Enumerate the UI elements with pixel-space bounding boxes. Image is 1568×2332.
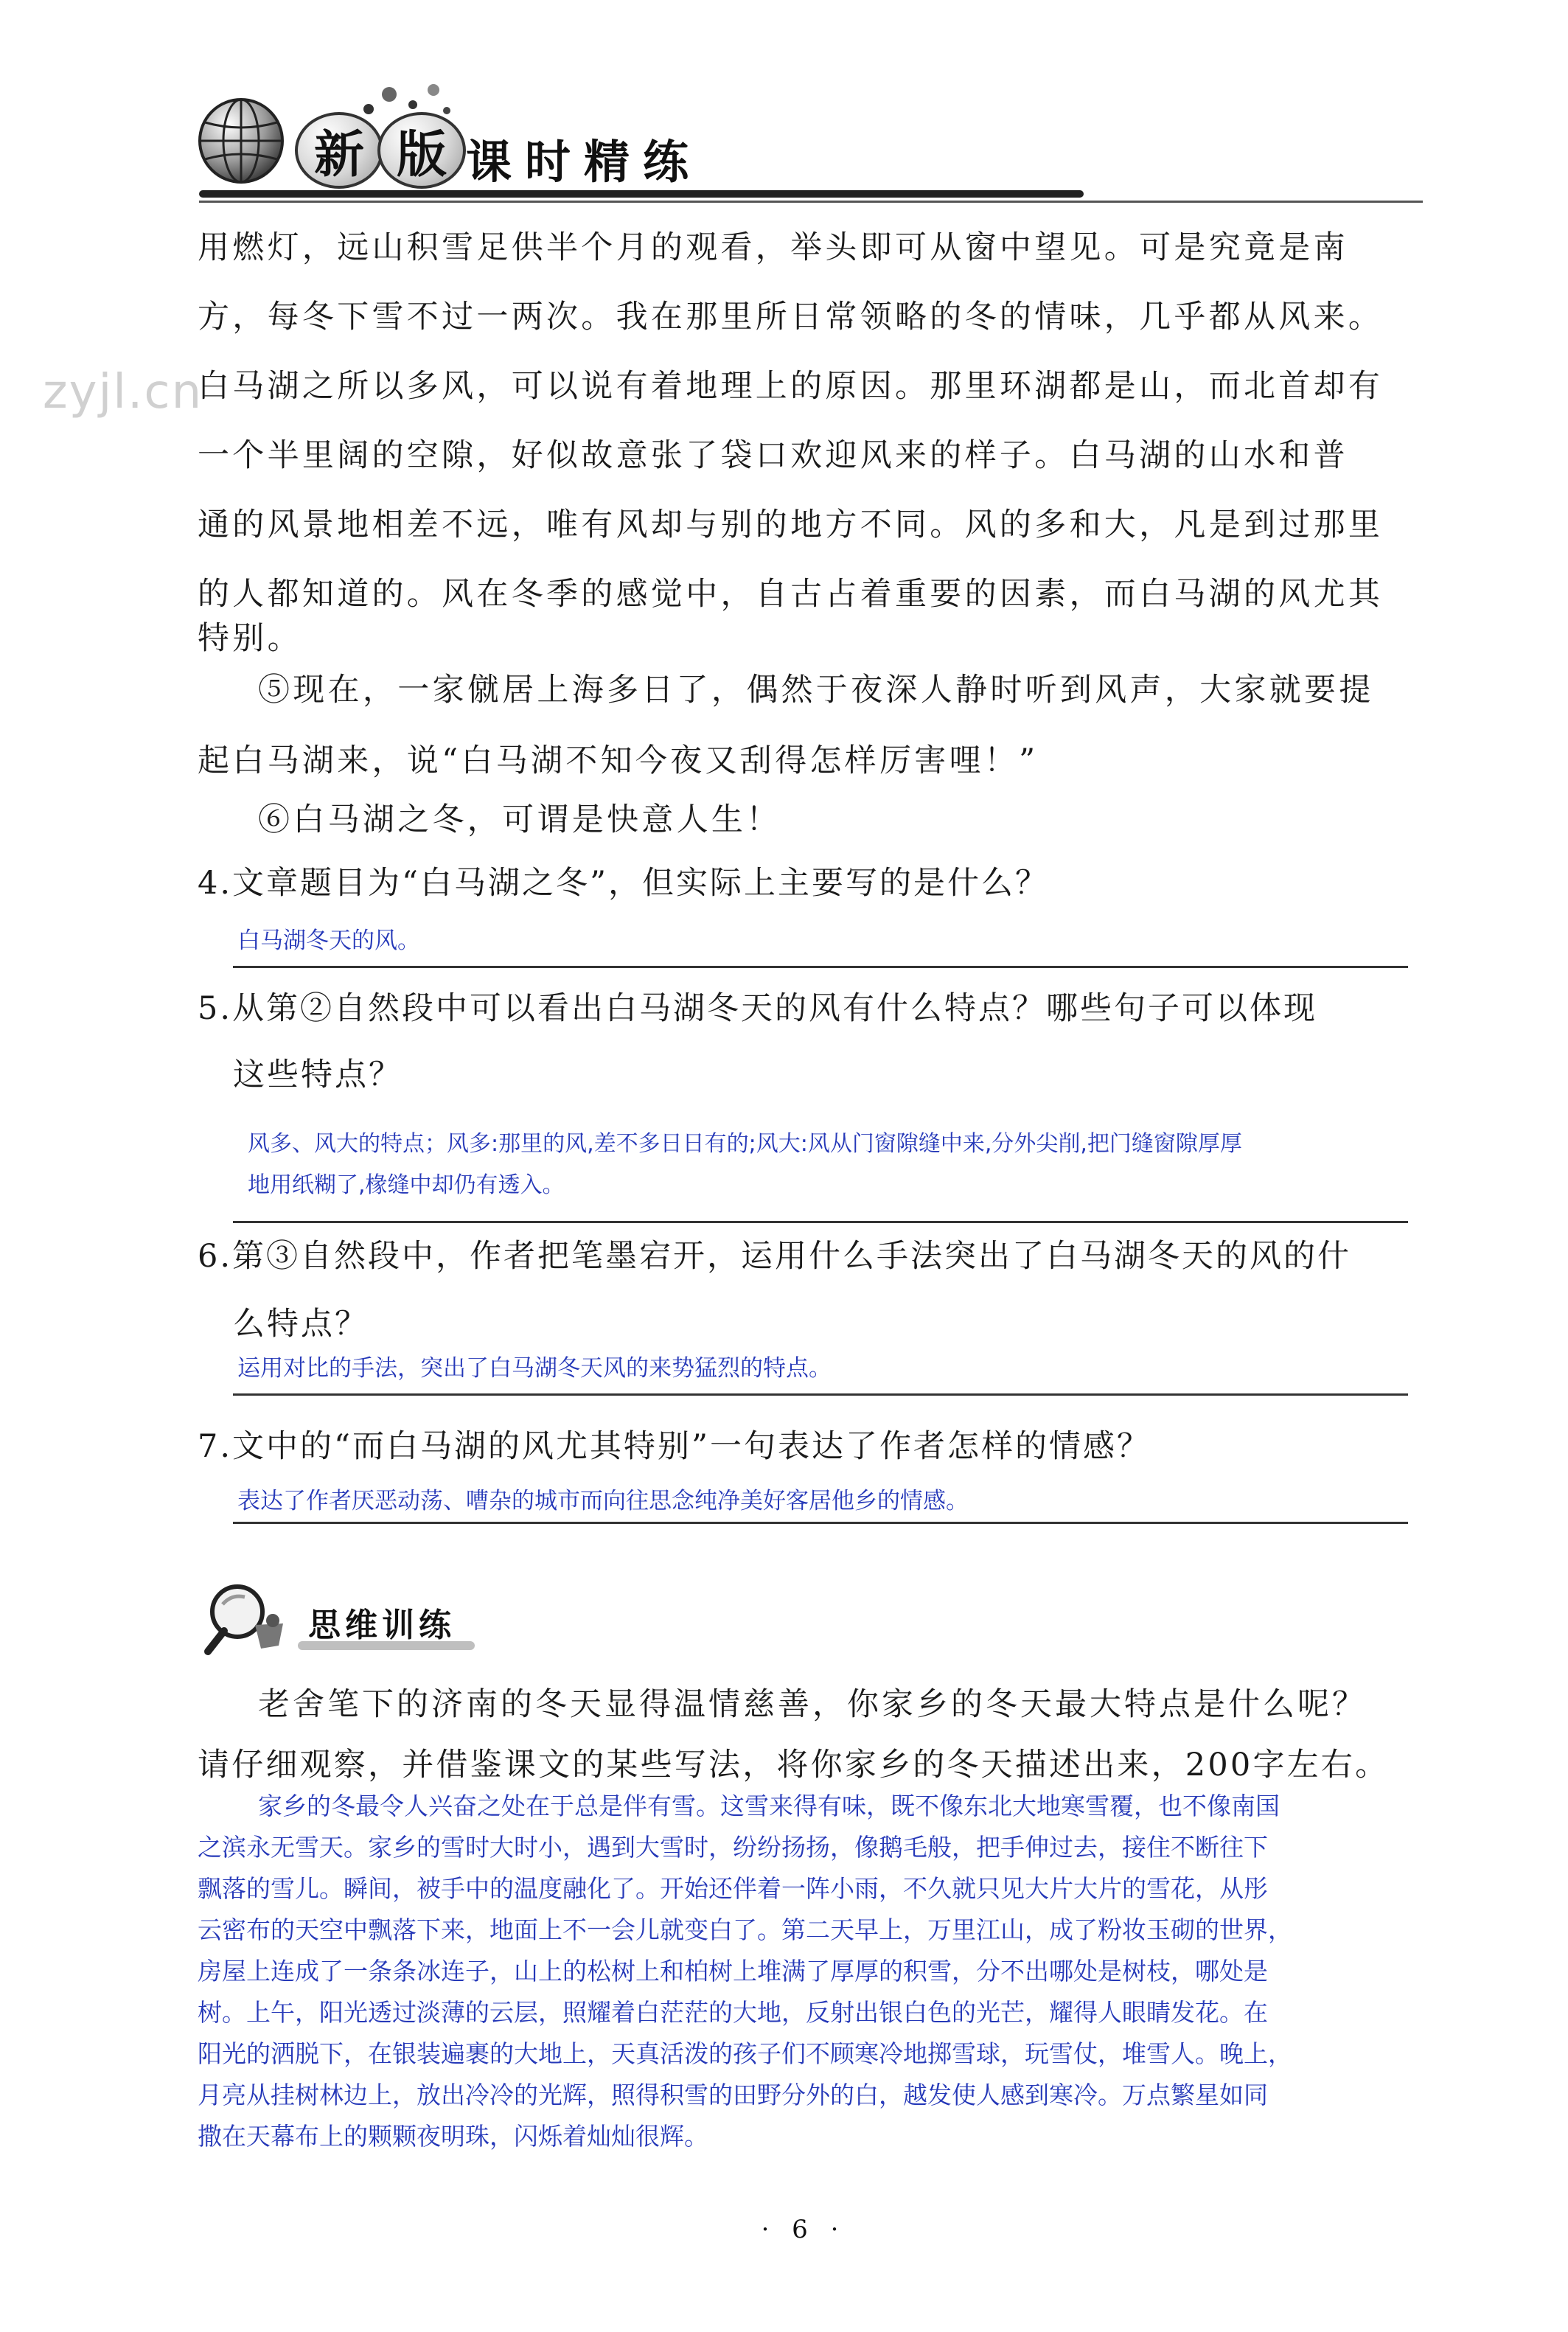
answer-text: 表达了作者厌恶动荡、嘈杂的城市而向往思念纯净美好客居他乡的情感。 [237,1488,969,1514]
passage-line: 通的风景地相差不远，唯有风却与别的地方不同。风的多和大，凡是到过那里 [198,507,1384,543]
section-title: 思维训练 [308,1607,456,1644]
globe-icon [196,96,286,186]
essay-line: 之滨永无雪天。家乡的雪时大时小，遇到大雪时，纷纷扬扬，像鹅毛般，把手伸过去，接住不断往下 [198,1833,1268,1862]
answer-line [233,1393,1408,1396]
answer-line [233,966,1408,968]
answer-line [233,1522,1408,1524]
section-prompt-line: 请仔细观察，并借鉴课文的某些写法，将你家乡的冬天描述出来，200字左右。 [198,1747,1390,1783]
essay-line: 房屋上连成了一条条冰连子，山上的松树上和柏树上堆满了厚厚的积雪，分不出哪处是树枝，哪处是 [198,1957,1268,1985]
answer-text: 白马湖冬天的风。 [237,927,420,954]
essay-line: 树。上午，阳光透过淡薄的云层，照耀着白茫茫的大地，反射出银白色的光芒，耀得人眼睛发花。在 [198,1998,1268,2027]
question-text: 6.第③自然段中，作者把笔墨宕开，运用什么手法突出了白马湖冬天的风的什 [198,1238,1352,1275]
answer-line [233,1221,1408,1223]
watermark: zyjl.cn [43,365,203,420]
question-text: 么特点？ [233,1306,369,1343]
passage-line: 的人都知道的。风在冬季的感觉中，自古占着重要的因素，而白马湖的风尤其 [198,576,1384,613]
passage-line: 方，每冬下雪不过一两次。我在那里所日常领略的冬的情味，几乎都从风来。 [198,299,1384,335]
passage-line: 特别。 [198,620,302,657]
essay-line: 飘落的雪儿。瞬间，被手中的温度融化了。开始还伴着一阵小雨，不久就只见大片大片的雪花，从彤 [198,1874,1268,1903]
essay-line: 月亮从挂树林边上，放出冷冷的光辉，照得积雪的田野分外的白，越发使人感到寒冷。万点繁星如同 [198,2081,1268,2109]
essay-line: 阳光的洒脱下，在银装遍裹的大地上，天真活泼的孩子们不顾寒冷地掷雪球，玩雪仗，堆雪人。晚上， [198,2039,1292,2068]
passage-line: 一个半里阔的空隙，好似故意张了袋口欢迎风来的样子。白马湖的山水和普 [198,437,1348,474]
paragraph-5-line: ⑤现在，一家僦居上海多日了，偶然于夜深人静时听到风声，大家就要提 [258,672,1374,709]
passage-line: 用燃灯，远山积雪足供半个月的观看，举头即可从窗中望见。可是究竟是南 [198,229,1348,266]
magnifier-icon [202,1578,290,1659]
header-title: 课时精练 [466,135,703,189]
answer-text: 运用对比的手法，突出了白马湖冬天风的来势猛烈的特点。 [237,1355,832,1382]
answer-text: 地用纸糊了,椽缝中却仍有透入。 [248,1172,565,1198]
essay-line: 家乡的冬最令人兴奋之处在于总是伴有雪。这雪来得有味，既不像东北大地寒雪覆，也不像南国 [258,1792,1280,1820]
answer-text: 风多、风大的特点；风多:那里的风,差不多日日有的;风大:风从门窗隙缝中来,分外尖削,把门缝窗隙厚厚 [248,1131,1242,1157]
header-divider-thin [199,201,1423,203]
section-prompt-line: 老舍笔下的济南的冬天显得温情慈善，你家乡的冬天最大特点是什么呢？ [258,1686,1367,1723]
question-text: 7.文中的“而白马湖的风尤其特别”一句表达了作者怎样的情感？ [198,1428,1151,1465]
header-badge-char-1: 新 [295,112,383,189]
passage-line: 白马湖之所以多风，可以说有着地理上的原因。那里环湖都是山，而北首却有 [198,368,1384,405]
essay-line: 撒在天幕布上的颗颗夜明珠，闪烁着灿灿很辉。 [198,2122,708,2151]
page-header [184,74,1423,203]
question-text: 4.文章题目为“白马湖之冬”，但实际上主要写的是什么？ [198,865,1049,902]
paragraph-5-line: 起白马湖来，说“白马湖不知今夜又刮得怎样厉害哩！” [198,742,1039,779]
question-text: 这些特点？ [233,1057,403,1093]
page-number: · 6 · [761,2215,846,2244]
header-divider [199,190,1084,198]
header-badge-char-2: 版 [377,112,466,189]
essay-line: 云密布的天空中飘落下来，地面上不一会儿就变白了。第二天早上，万里江山，成了粉妆玉砌的世界， [198,1915,1292,1944]
question-text: 5.从第②自然段中可以看出白马湖冬天的风有什么特点？哪些句子可以体现 [198,990,1318,1027]
paragraph-6: ⑥白马湖之冬，可谓是快意人生！ [258,801,781,838]
